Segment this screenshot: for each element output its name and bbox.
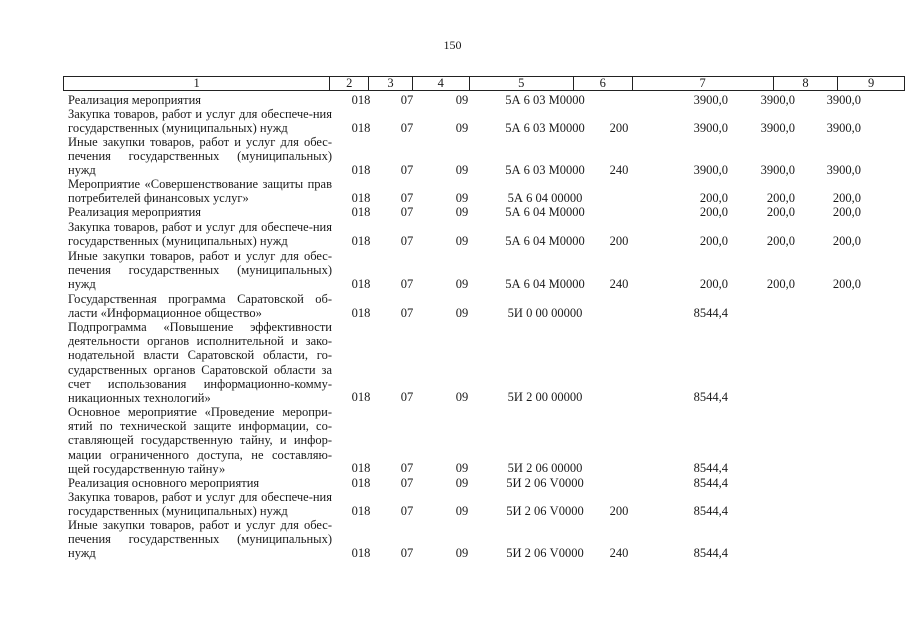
row-section: 07 [400, 163, 414, 177]
row-amount-col8: 200,0 [766, 205, 795, 219]
row-section: 07 [400, 546, 414, 560]
row-name: Закупка товаров, работ и услуг для обеспече-ния государственных (муниципальных) нужд [68, 220, 332, 249]
row-amount-col9: 200,0 [832, 191, 861, 205]
row-chapter: 018 [351, 306, 371, 320]
row-amount-col8: 3900,0 [760, 121, 795, 135]
row-subsection: 09 [455, 121, 469, 135]
column-header-5: 5 [469, 77, 573, 91]
row-subsection: 09 [455, 306, 469, 320]
row-target-article: 5И 2 06 V0000 [506, 546, 584, 560]
row-subsection: 09 [455, 163, 469, 177]
row-amount-col7: 200,0 [699, 191, 728, 205]
column-header-row [63, 76, 905, 91]
column-header-2: 2 [330, 77, 369, 91]
row-section: 07 [400, 93, 414, 107]
row-amount-col9: 200,0 [832, 205, 861, 219]
row-target-article: 5А 6 04 М0000 [505, 205, 585, 219]
row-section: 07 [400, 461, 414, 475]
row-amount-col7: 200,0 [699, 234, 728, 248]
row-amount-col7: 200,0 [699, 277, 728, 291]
row-chapter: 018 [351, 205, 371, 219]
row-subsection: 09 [455, 390, 469, 404]
row-amount-col7: 3900,0 [693, 163, 728, 177]
row-expense-type: 200 [609, 234, 629, 248]
row-amount-col7: 3900,0 [693, 121, 728, 135]
row-name: Подпрограмма «Повышение эффективности деятельности органов исполнительной и зако-нодательной власти Саратовской области, го-сударственных органов Саратовской области за счет использования информационно-комму-никационных технологий» [68, 320, 332, 406]
row-target-article: 5И 2 06 00000 [507, 461, 583, 475]
column-header-6: 6 [573, 77, 632, 91]
row-amount-col7: 8544,4 [693, 390, 728, 404]
row-expense-type: 240 [609, 277, 629, 291]
row-chapter: 018 [351, 476, 371, 490]
row-amount-col8: 200,0 [766, 191, 795, 205]
row-amount-col7: 8544,4 [693, 476, 728, 490]
row-target-article: 5А 6 04 00000 [507, 191, 583, 205]
row-amount-col7: 8544,4 [693, 306, 728, 320]
row-amount-col8: 200,0 [766, 234, 795, 248]
row-amount-col9: 3900,0 [826, 93, 861, 107]
row-section: 07 [400, 306, 414, 320]
row-chapter: 018 [351, 546, 371, 560]
column-header-9: 9 [838, 77, 905, 91]
row-amount-col8: 3900,0 [760, 93, 795, 107]
row-section: 07 [400, 205, 414, 219]
row-expense-type: 240 [609, 163, 629, 177]
row-name: Иные закупки товаров, работ и услуг для обес-печения государственных (муниципальных) нужд [68, 135, 332, 178]
row-subsection: 09 [455, 461, 469, 475]
row-target-article: 5А 6 03 М0000 [505, 121, 585, 135]
row-target-article: 5И 0 00 00000 [507, 306, 583, 320]
row-subsection: 09 [455, 205, 469, 219]
column-header-8: 8 [773, 77, 838, 91]
row-section: 07 [400, 121, 414, 135]
row-subsection: 09 [455, 277, 469, 291]
row-section: 07 [400, 504, 414, 518]
row-chapter: 018 [351, 163, 371, 177]
column-header-1: 1 [64, 77, 330, 91]
row-chapter: 018 [351, 121, 371, 135]
row-section: 07 [400, 277, 414, 291]
row-section: 07 [400, 234, 414, 248]
row-name: Реализация мероприятия [68, 205, 202, 219]
row-name: Закупка товаров, работ и услуг для обеспече-ния государственных (муниципальных) нужд [68, 107, 332, 136]
row-target-article: 5И 2 00 00000 [507, 390, 583, 404]
row-subsection: 09 [455, 546, 469, 560]
row-subsection: 09 [455, 93, 469, 107]
row-section: 07 [400, 390, 414, 404]
row-subsection: 09 [455, 234, 469, 248]
row-target-article: 5И 2 06 V0000 [506, 476, 584, 490]
row-section: 07 [400, 191, 414, 205]
row-amount-col7: 200,0 [699, 205, 728, 219]
row-target-article: 5А 6 03 М0000 [505, 93, 585, 107]
row-chapter: 018 [351, 277, 371, 291]
row-chapter: 018 [351, 390, 371, 404]
row-subsection: 09 [455, 191, 469, 205]
row-chapter: 018 [351, 191, 371, 205]
column-header-7: 7 [632, 77, 773, 91]
row-chapter: 018 [351, 234, 371, 248]
row-name: Государственная программа Саратовской об-ласти «Информационное общество» [68, 292, 332, 321]
row-expense-type: 240 [609, 546, 629, 560]
row-subsection: 09 [455, 504, 469, 518]
row-expense-type: 200 [609, 504, 629, 518]
row-name: Закупка товаров, работ и услуг для обеспече-ния государственных (муниципальных) нужд [68, 490, 332, 519]
row-section: 07 [400, 476, 414, 490]
row-subsection: 09 [455, 476, 469, 490]
row-amount-col9: 200,0 [832, 277, 861, 291]
row-target-article: 5И 2 06 V0000 [506, 504, 584, 518]
row-target-article: 5А 6 04 М0000 [505, 277, 585, 291]
row-name: Иные закупки товаров, работ и услуг для обес-печения государственных (муниципальных) нужд [68, 249, 332, 292]
row-amount-col7: 8544,4 [693, 461, 728, 475]
row-chapter: 018 [351, 461, 371, 475]
row-name: Реализация основного мероприятия [68, 476, 260, 490]
row-target-article: 5А 6 03 М0000 [505, 163, 585, 177]
row-amount-col9: 200,0 [832, 234, 861, 248]
row-name: Реализация мероприятия [68, 93, 202, 107]
row-name: Основное мероприятие «Проведение меропри-ятий по технической защите информации, со-ставляющей государственную тайну, и инфор-мации ограниченного доступа, не составляю-щей государственную тайну» [68, 405, 332, 476]
row-amount-col8: 3900,0 [760, 163, 795, 177]
row-amount-col8: 200,0 [766, 277, 795, 291]
row-amount-col9: 3900,0 [826, 121, 861, 135]
row-amount-col7: 3900,0 [693, 93, 728, 107]
row-expense-type: 200 [609, 121, 629, 135]
row-chapter: 018 [351, 504, 371, 518]
row-target-article: 5А 6 04 М0000 [505, 234, 585, 248]
row-amount-col7: 8544,4 [693, 546, 728, 560]
column-header-4: 4 [412, 77, 469, 91]
page-number: 150 [443, 38, 462, 52]
column-header-3: 3 [369, 77, 413, 91]
row-chapter: 018 [351, 93, 371, 107]
row-amount-col7: 8544,4 [693, 504, 728, 518]
row-name: Иные закупки товаров, работ и услуг для обес-печения государственных (муниципальных) нужд [68, 518, 332, 561]
row-name: Мероприятие «Совершенствование защиты прав потребителей финансовых услуг» [68, 177, 332, 206]
row-amount-col9: 3900,0 [826, 163, 861, 177]
